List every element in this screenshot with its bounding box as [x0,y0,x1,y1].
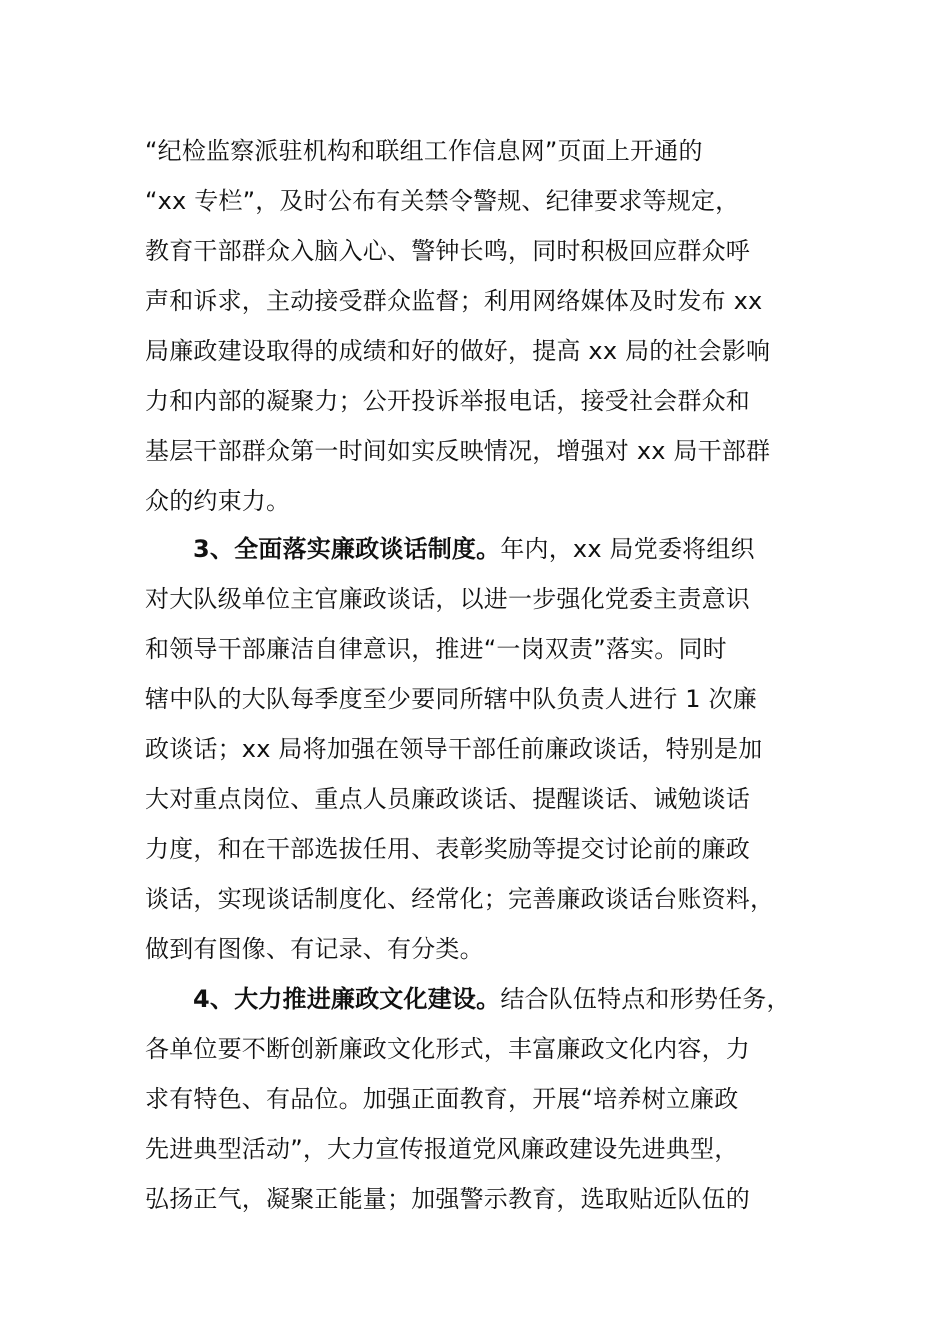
paragraph-line: 弘扬正气，凝聚正能量；加强警示教育，选取贴近队伍的 [145,1185,750,1213]
paragraph-line: 大对重点岗位、重点人员廉政谈话、提醒谈话、诫勉谈话 [145,785,750,813]
section-3-text: 年内，xx 局党委将组织 [500,535,755,563]
paragraph-line: 基层干部群众第一时间如实反映情况，增强对 xx 局干部群 [145,437,771,465]
paragraph-line: 政谈话；xx 局将加强在领导干部任前廉政谈话，特别是加 [145,735,763,763]
section-3-first-line [193,534,755,564]
paragraph-line: 先进典型活动”，大力宣传报道党风廉政建设先进典型， [145,1135,739,1163]
paragraph-line: 做到有图像、有记录、有分类。 [145,935,484,963]
section-4-first-line [193,984,791,1014]
paragraph-line: 力度，和在干部选拔任用、表彰奖励等提交讨论前的廉政 [145,835,750,863]
paragraph-line: 局廉政建设取得的成绩和好的做好，提高 xx 局的社会影响 [145,337,771,365]
paragraph-line: 求有特色、有品位。加强正面教育，开展“培养树立廉政 [145,1085,739,1113]
paragraph-line: 对大队级单位主官廉政谈话，以进一步强化党委主责意识 [145,585,750,613]
paragraph-line: 声和诉求，主动接受群众监督；利用网络媒体及时发布 xx [145,287,763,315]
paragraph-line: 力和内部的凝聚力；公开投诉举报电话，接受社会群众和 [145,387,750,415]
section-4-text: 结合队伍特点和形势任务， [500,985,791,1013]
paragraph-line: 教育干部群众入脑入心、警钟长鸣，同时积极回应群众呼 [145,237,750,265]
paragraph-line: “xx 专栏”，及时公布有关禁令警规、纪律要求等规定， [145,187,740,215]
paragraph-line: 谈话，实现谈话制度化、经常化；完善廉政谈话台账资料， [145,885,775,913]
paragraph-line: 众的约束力。 [145,487,291,515]
paragraph-line: 各单位要不断创新廉政文化形式，丰富廉政文化内容，力 [145,1035,750,1063]
section-3-heading: 3、全面落实廉政谈话制度。 [193,535,501,563]
paragraph-line: 和领导干部廉洁自律意识，推进“一岗双责”落实。同时 [145,635,727,663]
paragraph-line: 辖中队的大队每季度至少要同所辖中队负责人进行 1 次廉 [145,685,757,713]
section-4-heading: 4、大力推进廉政文化建设。 [193,985,501,1013]
paragraph-line: “纪检监察派驻机构和联组工作信息网”页面上开通的 [145,137,703,165]
